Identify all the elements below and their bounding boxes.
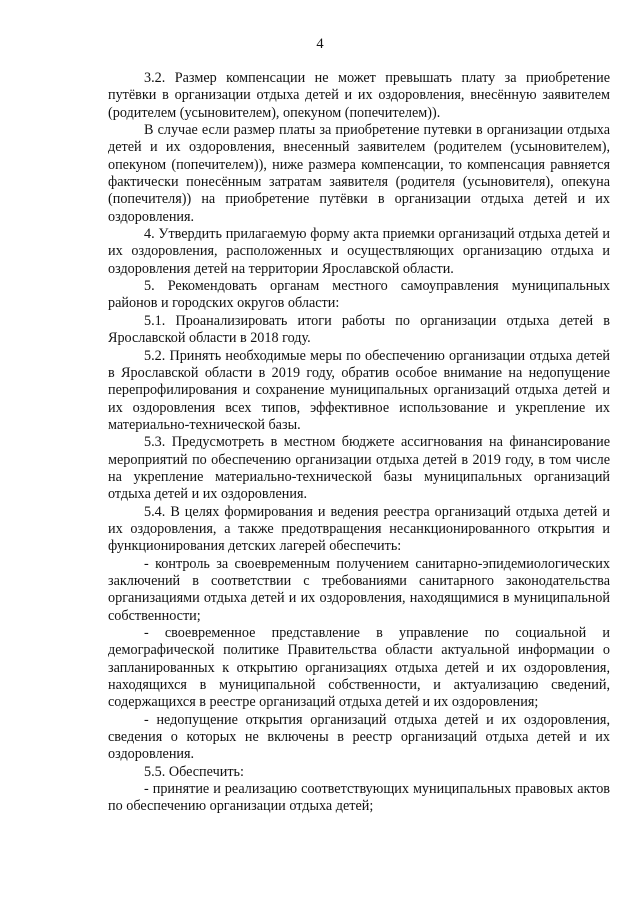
paragraph-5-4: 5.4. В целях формирования и ведения реестра организаций отдыха детей и их оздоровления, а также предотвращения несанкционированного открытия и функционирования детских лагерей обеспечить: bbox=[108, 503, 610, 555]
paragraph-5-2: 5.2. Принять необходимые меры по обеспечению организации отдыха детей в Ярославской области в 2019 году, обратив особое внимание на недопущение перепрофилирования и сохранение муниципальных организаций отдыха детей и их оздоровления всех типов, эффективное использование и укрепление их материально-технической базы. bbox=[108, 347, 610, 433]
paragraph-4: 4. Утвердить прилагаемую форму акта приемки организаций отдыха детей и их оздоровления, расположенных и осуществляющих организацию отдыха и оздоровления детей на территории Ярославской области. bbox=[108, 226, 610, 277]
paragraph-5: 5. Рекомендовать органам местного самоуправления муниципальных районов и городских округов области: bbox=[108, 278, 610, 312]
paragraph-5-1: 5.1. Проанализировать итоги работы по организации отдыха детей в Ярославской области в 2018 году. bbox=[108, 312, 610, 347]
list-item-information-submission: - своевременное представление в управление по социальной и демографической политике Правительства области актуальной информации о запланированных к открытию организациях отдыха детей и их оздоровления, находящихся в муниципальной собственности, и актуализацию сведений, содержащихся в реестре организаций отдыха детей и их оздоровления; bbox=[108, 625, 610, 711]
paragraph-compensation-case: В случае если размер платы за приобретение путевки в организации отдыха детей и их оздоровления, внесенный заявителем (родителем (усыновителем), опекуном (попечителем)), ниже размера компенсации, то компенсация равняется фактически понесённым затратам заявителя (родителя (усыновителя), опекуна (попечителя)) на приобретение путёвки в организации отдыха детей и их оздоровления. bbox=[108, 122, 610, 225]
paragraph-3-2: 3.2. Размер компенсации не может превышать плату за приобретение путёвки в организации отдыха детей и их оздоровления, внесённую заявителем (родителем (усыновителем), опекуном (попечителем)). bbox=[108, 70, 610, 121]
paragraph-5-3: 5.3. Предусмотреть в местном бюджете ассигнования на финансирование мероприятий по обеспечению организации отдыха детей в 2019 году, в том числе на укрепление материально-технической базы муниципальных организаций отдыха детей и их оздоровления. bbox=[108, 434, 610, 503]
document-body bbox=[108, 70, 610, 816]
page-number: 4 bbox=[316, 36, 324, 52]
list-item-sanitary-control: - контроль за своевременным получением санитарно-эпидемиологических заключений в соответствии с требованиями санитарного законодательства организациями отдыха детей и их оздоровления, находящимися в муниципальной собственности; bbox=[108, 555, 610, 624]
list-item-legal-acts: - принятие и реализацию соответствующих муниципальных правовых актов по обеспечению организации отдыха детей; bbox=[108, 781, 610, 815]
list-item-prevent-opening: - недопущение открытия организаций отдыха детей и их оздоровления, сведения о которых не включены в реестр организаций отдыха детей и их оздоровления. bbox=[108, 711, 610, 763]
paragraph-5-5: 5.5. Обеспечить: bbox=[144, 763, 244, 780]
